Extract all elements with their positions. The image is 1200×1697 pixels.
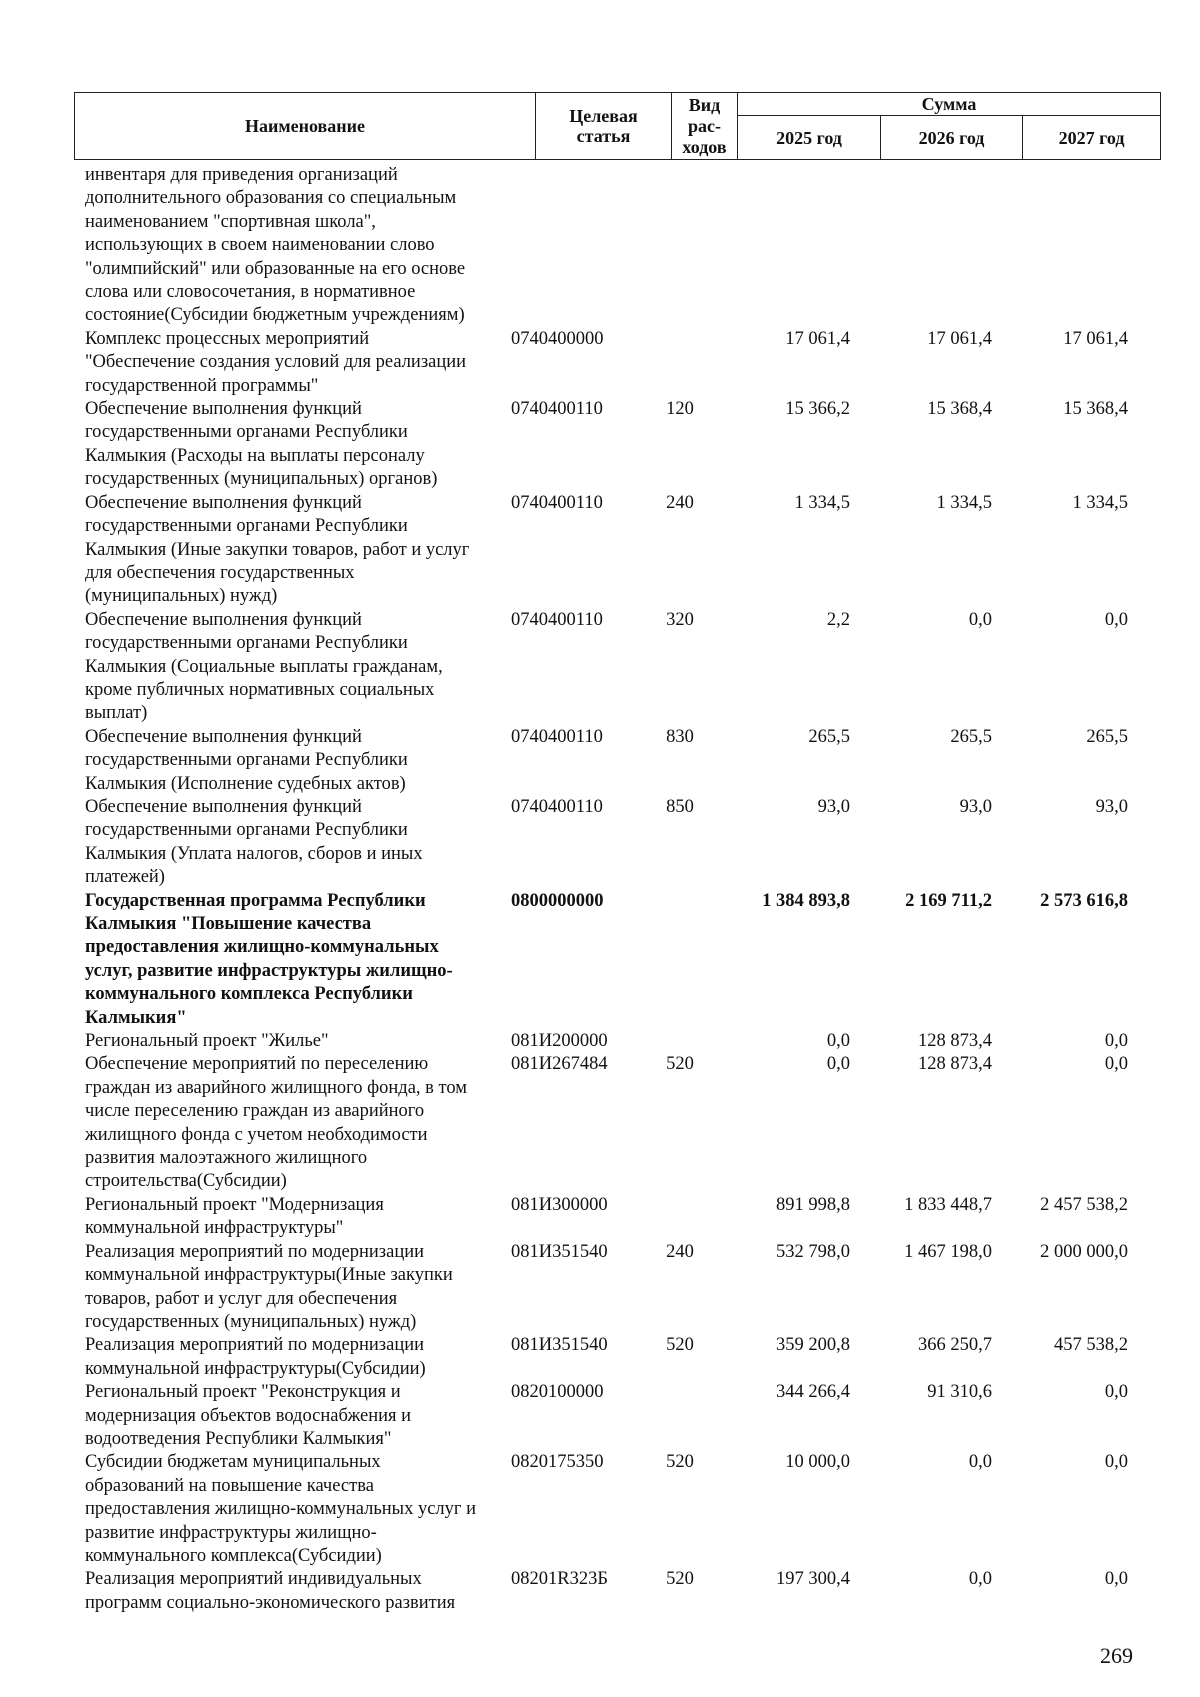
row-code: 081И300000: [511, 1194, 608, 1215]
row-vid: 520: [666, 1335, 694, 1356]
row-vid: [645, 1194, 715, 1241]
row-name-line: Калмыкия (Иные закупки товаров, работ и услуг: [85, 539, 470, 560]
row-name-line: государственными органами Республики: [85, 422, 408, 443]
row-sum-2025: 10 000,0: [785, 1452, 850, 1473]
row-sum-2026: 0,0: [968, 1569, 992, 1590]
row-sum-2026: 366 250,7: [918, 1335, 992, 1356]
row-sum-2027: 2 000 000,0: [1040, 1241, 1128, 1262]
row-name-line: товаров, работ и услуг для обеспечения: [85, 1288, 398, 1309]
row-name: [74, 328, 497, 398]
row-code: 0820175350: [511, 1452, 604, 1473]
row-code: 0740400110: [511, 796, 603, 817]
row-name-line: Реализация мероприятий индивидуальных: [85, 1569, 422, 1590]
row-name: [74, 1334, 497, 1381]
row-name-line: инвентаря для приведения организаций: [85, 165, 398, 185]
row-code: 0740400000: [511, 328, 604, 349]
row-sum-2026: 1 467 198,0: [904, 1241, 992, 1262]
row-name-line: Реализация мероприятий по модернизации: [85, 1241, 425, 1262]
row-sum-2025: 891 998,8: [776, 1194, 850, 1215]
table-row: [74, 492, 1160, 609]
row-name: [74, 1053, 497, 1193]
row-name-line: выплат): [85, 703, 148, 724]
row-sum-2025: 0,0: [826, 1031, 850, 1052]
row-code: [497, 164, 645, 328]
row-sum-2026: 128 873,4: [918, 1054, 992, 1075]
row-sum-2026: 0,0: [968, 609, 992, 630]
row-code: 081И351540: [511, 1335, 608, 1356]
row-name-line: развития малоэтажного жилищного: [85, 1148, 368, 1169]
row-name-line: "Обеспечение создания условий для реализации: [85, 352, 467, 373]
row-name-line: строительства(Субсидии): [85, 1171, 287, 1192]
row-vid: 830: [666, 726, 694, 747]
row-vid: 240: [666, 1241, 694, 1262]
row-name: [74, 1241, 497, 1335]
page-number: 269: [1100, 1643, 1133, 1668]
row-name-line: состояние(Субсидии бюджетным учреждениям): [85, 305, 465, 326]
row-name: [74, 1030, 497, 1053]
row-name: [74, 398, 497, 492]
row-sum-2026: [861, 164, 1003, 328]
row-vid: 520: [666, 1569, 694, 1590]
row-name-line: для обеспечения государственных: [85, 562, 355, 583]
row-code: 0820100000: [511, 1382, 604, 1403]
row-name-line: Региональный проект "Модернизация: [85, 1194, 384, 1215]
row-name-line: Калмыкия": [85, 1007, 187, 1028]
row-sum-2026: 93,0: [959, 796, 992, 817]
row-name-line: жилищного фонда с учетом необходимости: [85, 1124, 428, 1145]
header-vid: [672, 93, 738, 160]
header-sum: Сумма: [738, 93, 1161, 116]
row-name-line: государственных (муниципальных) нужд): [85, 1311, 417, 1332]
row-name-line: Государственная программа Республики: [85, 890, 426, 911]
row-name-line: Обеспечение выполнения функций: [85, 796, 362, 817]
row-sum-2026: 17 061,4: [927, 328, 992, 349]
table-row: [74, 1053, 1160, 1193]
row-name-line: коммунального комплекса Республики: [85, 984, 413, 1005]
row-sum-2025: 15 366,2: [785, 399, 850, 420]
row-code: 08201R323Б: [511, 1569, 608, 1590]
row-sum-2027: 0,0: [1104, 1382, 1128, 1403]
row-name-line: государственными органами Республики: [85, 633, 408, 654]
table-row: [74, 796, 1160, 890]
row-sum-2027: 265,5: [1086, 726, 1128, 747]
row-name: [74, 609, 497, 726]
row-name-line: Комплекс процессных мероприятий: [85, 328, 370, 349]
row-name-line: образований на повышение качества: [85, 1475, 374, 1496]
row-name-line: Региональный проект "Жилье": [85, 1031, 329, 1052]
row-code: 081И351540: [511, 1241, 608, 1262]
row-vid: [645, 1381, 715, 1451]
header-year-2025: 2025 год: [738, 116, 881, 160]
row-sum-2027: 2 573 616,8: [1040, 890, 1128, 911]
row-code: 0740400110: [511, 492, 603, 513]
row-name-line: Калмыкия (Исполнение судебных актов): [85, 773, 406, 794]
row-name: [74, 1451, 497, 1568]
row-name-line: граждан из аварийного жилищного фонда, в том: [85, 1077, 467, 1098]
row-name-line: числе переселению граждан из аварийного: [85, 1101, 425, 1122]
row-sum-2027: 15 368,4: [1063, 399, 1128, 420]
row-name-line: предоставления жилищно-коммунальных услуг и: [85, 1499, 477, 1520]
row-name-line: кроме публичных нормативных социальных: [85, 679, 435, 700]
row-name: [74, 796, 497, 890]
row-sum-2025: 0,0: [826, 1054, 850, 1075]
row-name-line: "олимпийский" или образованные на его основе: [85, 258, 466, 279]
row-name-line: Обеспечение выполнения функций: [85, 609, 362, 630]
row-name-line: Калмыкия (Уплата налогов, сборов и иных: [85, 843, 423, 864]
row-name-line: коммунальной инфраструктуры(Иные закупки: [85, 1265, 453, 1286]
row-name: [74, 164, 497, 328]
row-name-line: коммунальной инфраструктуры(Субсидии): [85, 1358, 426, 1379]
row-name-line: программ социально-экономического развития: [85, 1592, 456, 1613]
row-vid: 520: [666, 1452, 694, 1473]
row-name-line: Калмыкия (Расходы на выплаты персоналу: [85, 445, 425, 466]
row-name-line: дополнительного образования со специальным: [85, 188, 457, 209]
row-sum-2025: 532 798,0: [776, 1241, 850, 1262]
row-name-line: Обеспечение мероприятий по переселению: [85, 1054, 429, 1075]
row-name-line: модернизация объектов водоснабжения и: [85, 1405, 412, 1426]
row-code: 081И267484: [511, 1054, 608, 1075]
table-row: [74, 398, 1160, 492]
row-vid: [645, 328, 715, 398]
row-sum-2026: 2 169 711,2: [905, 890, 992, 911]
header-year-2026: 2026 год: [881, 116, 1023, 160]
row-sum-2025: 17 061,4: [785, 328, 850, 349]
row-name-line: Калмыкия "Повышение качества: [85, 914, 372, 934]
row-sum-2026: 1 833 448,7: [904, 1194, 992, 1215]
row-code: 081И200000: [511, 1031, 608, 1052]
row-name-line: слова или словосочетания, в нормативное: [85, 282, 416, 303]
row-sum-2025: 197 300,4: [776, 1569, 850, 1590]
header-year-2027: 2027 год: [1023, 116, 1161, 160]
table-row: [74, 164, 1160, 328]
table-row: [74, 890, 1160, 1030]
table-row: [74, 1568, 1160, 1615]
row-sum-2025: 359 200,8: [776, 1335, 850, 1356]
header-vid-line1: Вид: [688, 94, 721, 115]
row-name-line: коммунального комплекса(Субсидии): [85, 1545, 382, 1566]
row-code: 0740400110: [511, 399, 603, 420]
row-name-line: Субсидии бюджетам муниципальных: [85, 1452, 381, 1473]
row-name-line: платежей): [85, 867, 165, 888]
row-sum-2027: 0,0: [1104, 1054, 1128, 1075]
row-name: [74, 1568, 497, 1615]
header-code-line2: статья: [576, 126, 631, 146]
row-name-line: государственной программы": [85, 375, 319, 396]
row-sum-2025: 344 266,4: [776, 1382, 850, 1403]
row-sum-2027: 457 538,2: [1054, 1335, 1128, 1356]
row-sum-2027: 93,0: [1095, 796, 1128, 817]
row-sum-2027: 2 457 538,2: [1040, 1194, 1128, 1215]
header-vid-line2: рас-: [688, 115, 721, 136]
row-sum-2026: 265,5: [950, 726, 992, 747]
row-sum-2025: 1 334,5: [794, 492, 850, 513]
row-sum-2027: 0,0: [1104, 1031, 1128, 1052]
row-sum-2027: 17 061,4: [1063, 328, 1128, 349]
row-sum-2027: 0,0: [1104, 1569, 1128, 1590]
row-name: [74, 1381, 497, 1451]
table-row: [74, 1030, 1160, 1053]
row-sum-2027: 0,0: [1104, 609, 1128, 630]
row-name-line: развитие инфраструктуры жилищно-: [85, 1522, 377, 1543]
row-vid: [645, 164, 715, 328]
header-code-line1: Целевая: [569, 106, 638, 126]
row-vid: [645, 890, 715, 1030]
row-vid: 120: [666, 399, 694, 420]
row-name-line: государственными органами Республики: [85, 820, 408, 841]
table-header: [74, 92, 1161, 160]
row-name-line: коммунальной инфраструктуры": [85, 1218, 344, 1239]
row-code: 0800000000: [511, 890, 604, 911]
row-sum-2027: 0,0: [1104, 1452, 1128, 1473]
row-name-line: Региональный проект "Реконструкция и: [85, 1382, 401, 1403]
row-name-line: Реализация мероприятий по модернизации: [85, 1335, 425, 1356]
table-row: [74, 1381, 1160, 1451]
header-vid-line3: ходов: [682, 136, 727, 157]
table-row: [74, 1451, 1160, 1568]
row-vid: 320: [666, 609, 694, 630]
row-name-line: наименованием "спортивная школа",: [85, 211, 376, 232]
row-name-line: (муниципальных) нужд): [85, 586, 278, 607]
row-name: [74, 1194, 497, 1241]
row-name: [74, 726, 497, 796]
row-name: [74, 890, 497, 1030]
table-row: [74, 609, 1160, 726]
row-name-line: предоставления жилищно-коммунальных: [85, 937, 439, 958]
table-row: [74, 726, 1160, 796]
row-sum-2026: 15 368,4: [927, 399, 992, 420]
row-sum-2026: 0,0: [968, 1452, 992, 1473]
row-code: 0740400110: [511, 726, 603, 747]
row-name-line: Обеспечение выполнения функций: [85, 399, 362, 420]
row-sum-2027: 1 334,5: [1072, 492, 1128, 513]
table-row: [74, 1334, 1160, 1381]
header-code: [536, 93, 672, 160]
row-sum-2026: 1 334,5: [936, 492, 992, 513]
row-vid: 240: [666, 492, 694, 513]
row-name-line: государственными органами Республики: [85, 516, 408, 537]
row-name-line: государственных (муниципальных) органов): [85, 469, 438, 490]
row-vid: 520: [666, 1054, 694, 1075]
row-name-line: государственными органами Республики: [85, 750, 408, 771]
row-sum-2025: 1 384 893,8: [762, 890, 850, 911]
header-name: Наименование: [75, 93, 536, 160]
row-name-line: Обеспечение выполнения функций: [85, 726, 362, 747]
table-row: [74, 328, 1160, 398]
table-row: [74, 1194, 1160, 1241]
row-name-line: использующих в своем наименовании слово: [85, 235, 435, 256]
row-name-line: услуг, развитие инфраструктуры жилищно-: [85, 960, 453, 981]
row-sum-2025: 93,0: [817, 796, 850, 817]
row-vid: 850: [666, 796, 694, 817]
row-sum-2025: [715, 164, 861, 328]
row-name-line: Обеспечение выполнения функций: [85, 492, 362, 513]
row-name-line: водоотведения Республики Калмыкия": [85, 1428, 392, 1449]
table-body: [74, 164, 1160, 1615]
row-sum-2025: 2,2: [826, 609, 850, 630]
row-sum-2025: 265,5: [808, 726, 850, 747]
row-sum-2026: 91 310,6: [927, 1382, 992, 1403]
row-sum-2027: [1003, 164, 1139, 328]
row-name: [74, 492, 497, 609]
row-name-line: Калмыкия (Социальные выплаты гражданам,: [85, 656, 443, 677]
row-sum-2026: 128 873,4: [918, 1031, 992, 1052]
table-row: [74, 1241, 1160, 1335]
row-vid: [645, 1030, 715, 1053]
row-code: 0740400110: [511, 609, 603, 630]
